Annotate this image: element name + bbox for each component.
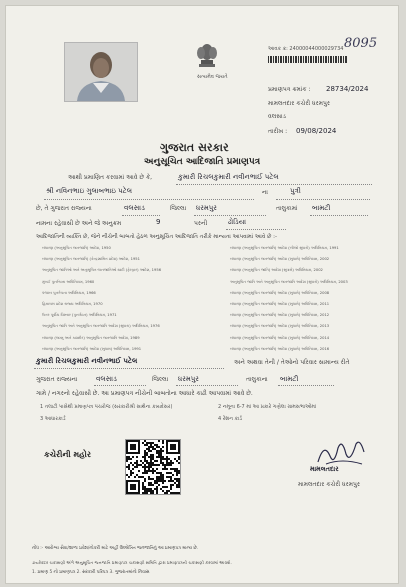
caste-label: પરની (194, 220, 208, 227)
list-item: ઉત્તર પૂર્વીય વિસ્તાર (પુનર્ગઠન) અધિનિયમ, 1971 (42, 313, 117, 318)
applicant-photo (64, 42, 138, 102)
state-label: છે, તે ગુજરાત રાજ્યના (36, 205, 92, 212)
taluka-label: તાલુકામાં (276, 205, 298, 212)
list-item: અનુસૂચિત જાતિ અને અનુસૂચિત જનજાતિ આદેશ (સુધારો) અધિનિયમ, 2003 (230, 279, 348, 284)
issuer-line: મામલતદાર કચેરી ધરમપુર (268, 100, 330, 107)
qr-code (125, 439, 181, 495)
residence-village: બામટી (280, 375, 299, 383)
certificate-page (6, 6, 398, 583)
serial-label: નામના રહેવાસી છે અને જે અનુક્રમ (36, 220, 122, 227)
district-label: જિલ્લા (170, 205, 187, 212)
intro-text: આથી પ્રમાણિત કરવામાં આવે છે કે, (68, 174, 153, 181)
caste-value: ઢોડિયા (228, 218, 247, 226)
list-item: હિમાચલ પ્રદેશ રાજ્ય અધિનિયમ, 1970 (42, 302, 103, 306)
list-item: બંધારણ (અનુસૂચિત જનજાતિ) આદેશ (સુધારો) અધિનિયમ, 2011 (230, 302, 330, 306)
list-item: બંધારણ (અનુસૂચિત જનજાતિ) આદેશ (સુધારો) અધિનિયમ, 2012 (230, 313, 330, 318)
district-value: ધરમપુર (196, 204, 217, 212)
basis-item-2: 2 નમૂના 6-7 માં આ પ્રકારે ગણેલા ગ્રામસભાઓમાં (218, 404, 317, 410)
list-item: અનુસૂચિત જાતિઓ અને અનુસૂચિત જનજાતિઓ યાદી (ફેરફાર) આદેશ, 1956 (42, 268, 162, 273)
signature-label: મામલતદાર (310, 465, 339, 473)
basis-item-4: 4 રેશન કાર્ડ (218, 416, 243, 422)
issue-date: 09/08/2024 (296, 127, 337, 135)
application-number: આવક ક્ર: 24000044000029734 (268, 46, 344, 52)
list-item: બંધારણ (અનુસૂચિત જનજાતિ) આદેશ (સુધારો) અધિનિયમ, 2013 (230, 324, 330, 329)
list-item: બંધારણ (અનુસૂચિત જનજાતિ) (કેન્દ્રશાસિત પ્રદેશ) આદેશ, 1951 (42, 257, 140, 262)
list-item: અનુસૂચિત જાતિ અને અનુસૂચિત જનજાતિ આદેશ (સુધારા) અધિનિયમ, 1976 (42, 324, 160, 329)
office-seal-left: કચેરીની મહોર (44, 450, 91, 459)
signature-office: મામલતદાર કચેરી ધરમપુર (298, 481, 360, 488)
basis-item-1: 1 તલાટી પાસેથી પ્રમાણપત્ર પંચરોજ (સરકારીશ્રી સાથેના કાયદેસર) (40, 404, 173, 410)
relation: પુત્રી (290, 187, 301, 195)
note-2: ડાયરેક્ટર ચકાસણી અંગે અનુસૂચિત જનજાતિ પ્રમાણપત્ર ચકાસણી સમિતિ દ્વારા પ્રમાણપત્રની ચકાસણી કરવામાં આવશે. (32, 560, 232, 565)
state-value: વલસાડ (124, 204, 145, 212)
residence-district: વલસાડ (96, 375, 117, 383)
residence-mid: જિલ્લા (152, 376, 169, 383)
certificate-number: 28734/2024 (326, 85, 369, 93)
date-label: તારીખ : (268, 128, 288, 135)
certificate-title: અનુસૂચિત આદિજાતિ પ્રમાણપત્ર (144, 157, 261, 167)
list-item: બંધારણ (જમ્મુ અને કાશ્મીર) અનુસૂચિત જનજાતિ આદેશ, 1989 (42, 335, 140, 340)
barcode (268, 56, 348, 63)
basis-item-3: 3 આધારકાર્ડ (40, 416, 66, 422)
person-name: કુમારી રિચલકુમારી નવીનભાઈ પટેલ (178, 173, 279, 181)
handwritten-number: 8095 (344, 36, 378, 51)
note-1: નોંધ :- આરોગ્ય સેવા/શાળા પ્રવેશ/નોકરી માટે અહીં ઉલ્લેખિત જનજાતિનું આ પ્રમાણપત્ર માન્ય છે. (32, 546, 199, 551)
serial-value: 9 (156, 218, 161, 226)
list-item: મુંબઈ પુનર્રચના અધિનિયમ, 1960 (42, 279, 95, 284)
govt-title: ગુજરાત સરકાર (160, 141, 229, 154)
list-item: બંધારણ (અનુસૂચિત જનજાતિ) આદેશ, 1950 (42, 246, 111, 250)
residence-prefix: ગુજરાત રાજ્યના (36, 376, 78, 383)
residence-taluka: ધરમપુર (178, 375, 199, 383)
national-emblem (192, 40, 222, 74)
emblem-caption: સત્યમેવ જયતે (197, 74, 228, 80)
taluka-value: બામટી (312, 204, 331, 212)
list-item: બંધારણ (અનુસૂચિત જનજાતિ) આદેશ (બીજો સુધારો) અધિનિયમ, 1991 (230, 246, 339, 250)
relation-suffix: ના (262, 189, 268, 196)
list-item: બંધારણ (અનુસૂચિત જનજાતિ) આદેશ (સુધારા) અધિનિયમ, 1991 (42, 346, 142, 351)
district-line: વલસાડ (268, 113, 286, 120)
parent-name: શ્રી નવિનભાઇ ગુલાબભાઇ પટેલ (46, 187, 133, 195)
list-item: બંધારણ (અનુસૂચિત જનજાતિ) આદેશ (સુધારો) અધિનિયમ, 2008 (230, 290, 330, 295)
family-name: કુમારી રિચલકુમારી નવીનભાઈ પટેલ (36, 357, 138, 365)
list-item: બંધારણ (અનુસૂચિત જનજાતિ) આદેશ (સુધારો) અધિનિયમ, 2016 (230, 346, 330, 351)
list-item: બંધારણ (અનુસૂચિત જનજાતિ) આદેશ (સુધારો) અધિનિયમ, 2014 (230, 335, 330, 340)
residence-suffix: તાલુકાના (246, 376, 268, 383)
residence-end: ગામે / નગરનો રહેવાસી છે. આ પ્રમાણપત્ર નીચેની બાબતોના આધારે કાઢી આપવામાં આવે છે. (36, 390, 253, 397)
certificate-number-label: પ્રમાણપત્ર ક્રમાંક : (268, 86, 311, 93)
tribe-intro: આદિજાતિની વ્યક્તિ છે, જેને નીચેની બાબતો હેઠળ અનુસૂચિત આદિજાતિ તરીકે માન્યતા આપવામાં આવે છે :- (36, 234, 277, 240)
family-suffix: અને અથવા તેની / તેઓનો પરિવાર સામાન્ય રીતે (234, 359, 350, 366)
list-item: બંધારણ (અનુસૂચિત જનજાતિ) આદેશ (સુધારો) અધિનિયમ, 2002 (230, 257, 330, 262)
list-item: પંજાબ પુનર્રચના અધિનિયમ, 1966 (42, 290, 96, 295)
list-item: બંધારણ (અનુસૂચિત જાતિ) આદેશ (સુધારો) અધિનિયમ, 2002 (230, 268, 323, 273)
note-3: 1. પ્રમાણ 5 નો પ્રમાણપત્ર 2. સરકારી પરિપત્ર 3. ગુજરાતમાંનો નિવાસ (32, 570, 150, 575)
